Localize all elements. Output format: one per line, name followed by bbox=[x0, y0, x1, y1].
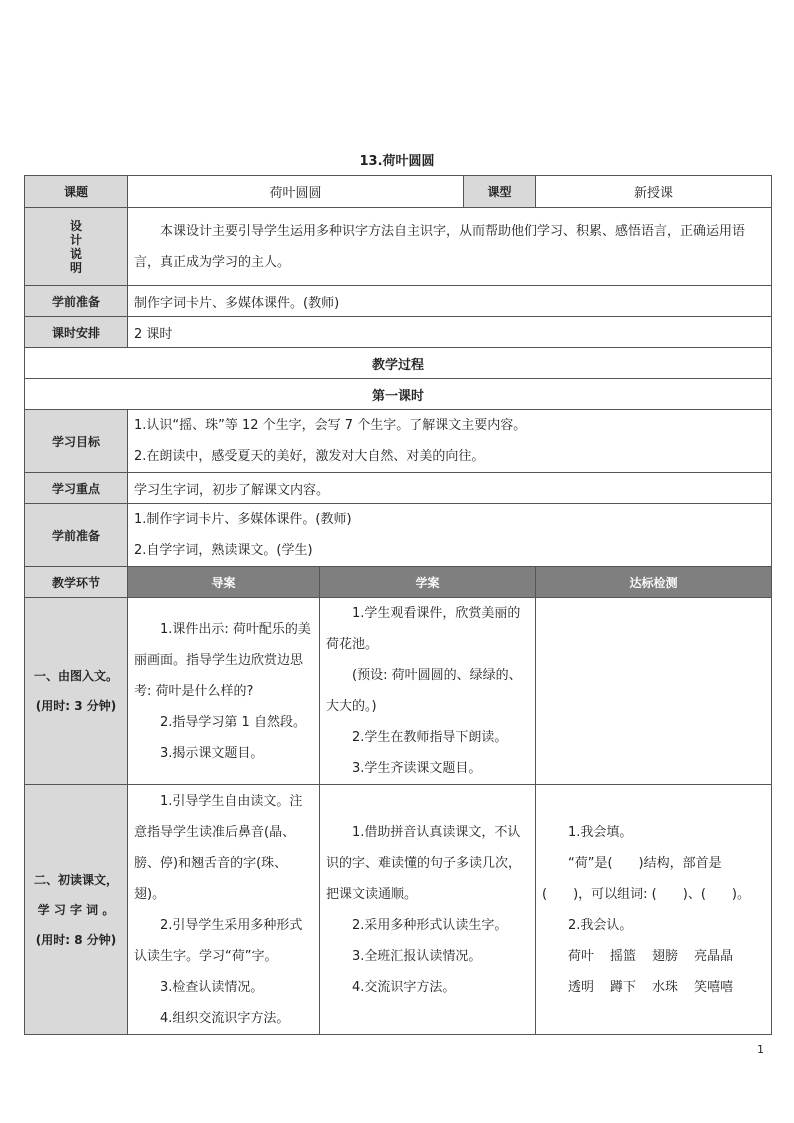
word: 笑嘻嘻 bbox=[694, 979, 734, 995]
word: 水珠 bbox=[652, 979, 679, 995]
word: 摇篮 bbox=[610, 948, 637, 964]
design-label-char: 计 bbox=[69, 232, 82, 247]
learn-item: 3.全班汇报认读情况。 bbox=[352, 948, 482, 964]
guide-item: 3.揭示课文题目。 bbox=[160, 745, 264, 761]
focus-row bbox=[25, 473, 772, 504]
word-row bbox=[542, 941, 765, 972]
step1-name: 一、由图入文。 bbox=[33, 669, 118, 683]
word-row bbox=[542, 972, 765, 1003]
period-heading-row bbox=[25, 379, 772, 410]
step1-time: (用时: 3 分钟) bbox=[35, 699, 117, 713]
col-guide-header: 导案 bbox=[128, 567, 320, 598]
prep2-item: 1.制作字词卡片、多媒体课件。(教师) bbox=[134, 512, 352, 527]
step2-row bbox=[25, 785, 772, 1035]
prep-label: 学前准备 bbox=[25, 286, 128, 317]
design-label-char: 明 bbox=[69, 260, 82, 275]
step2-cell bbox=[25, 785, 128, 1035]
guide-item: 1.引导学生自由读文。注意指导学生读准后鼻音(晶、膀、停)和翘舌音的字(珠、翅)。 bbox=[134, 793, 303, 902]
design-text: 本课设计主要引导学生运用多种识字方法自主识字，从而帮助他们学习、积累、感悟语言，正确运用语言，真正成为学习的主人。 bbox=[134, 223, 746, 270]
design-label bbox=[25, 208, 128, 286]
learn-item: 2.采用多种形式认读生字。 bbox=[352, 917, 508, 933]
column-header-row bbox=[25, 567, 772, 598]
step1-check bbox=[536, 598, 772, 785]
lesson-plan-table bbox=[24, 175, 772, 1035]
step1-cell bbox=[25, 598, 128, 785]
learn-item: (预设: 荷叶圆圆的、绿绿的、大大的。) bbox=[326, 668, 522, 714]
process-heading-row bbox=[25, 348, 772, 379]
word: 蹲下 bbox=[610, 979, 637, 995]
word: 亮晶晶 bbox=[694, 948, 734, 964]
design-row bbox=[25, 208, 772, 286]
step2-guide bbox=[128, 785, 320, 1035]
step2-time: (用时: 8 分钟) bbox=[35, 932, 117, 947]
step1-learn bbox=[320, 598, 536, 785]
word: 透明 bbox=[568, 979, 595, 995]
design-label-char: 说 bbox=[69, 246, 82, 261]
schedule-text: 2 课时 bbox=[128, 317, 772, 348]
document-title: 13.荷叶圆圆 bbox=[359, 154, 435, 169]
word: 荷叶 bbox=[568, 948, 595, 964]
step2-name: 二、初读课文，学 习 字 词 。 bbox=[33, 872, 118, 917]
period-heading: 第一课时 bbox=[25, 379, 772, 410]
learn-item: 4.交流识字方法。 bbox=[352, 979, 456, 995]
type-value: 新授课 bbox=[536, 176, 772, 208]
step1-row bbox=[25, 598, 772, 785]
word: 翅膀 bbox=[652, 948, 679, 964]
learn-item: 1.学生观看课件，欣赏美丽的荷花池。 bbox=[326, 606, 521, 652]
step2-check bbox=[536, 785, 772, 1035]
prep-row bbox=[25, 286, 772, 317]
goals-row bbox=[25, 410, 772, 473]
col-step-header: 教学环节 bbox=[25, 567, 128, 598]
process-heading: 教学过程 bbox=[25, 348, 772, 379]
guide-item: 2.指导学习第 1 自然段。 bbox=[160, 714, 306, 730]
focus-text: 学习生字词，初步了解课文内容。 bbox=[128, 473, 772, 504]
topic-row bbox=[25, 176, 772, 208]
topic-label: 课题 bbox=[25, 176, 128, 208]
goal-item: 1.认识“摇、珠”等 12 个生字，会写 7 个生字。了解课文主要内容。 bbox=[134, 418, 527, 433]
guide-item: 4.组织交流识字方法。 bbox=[160, 1010, 290, 1026]
page-number: 1 bbox=[757, 1043, 764, 1056]
prep2-label: 学前准备 bbox=[25, 504, 128, 567]
focus-label: 学习重点 bbox=[25, 473, 128, 504]
prep2-item: 2.自学字词，熟读课文。(学生) bbox=[134, 543, 313, 558]
step1-guide bbox=[128, 598, 320, 785]
guide-item: 1.课件出示: 荷叶配乐的美丽画面。指导学生边欣赏边思考: 荷叶是什么样的? bbox=[134, 621, 311, 699]
goals-label: 学习目标 bbox=[25, 410, 128, 473]
type-label: 课型 bbox=[464, 176, 536, 208]
guide-item: 3.检查认读情况。 bbox=[160, 979, 264, 995]
learn-item: 2.学生在教师指导下朗读。 bbox=[352, 730, 508, 745]
schedule-row bbox=[25, 317, 772, 348]
design-label-char: 设 bbox=[69, 218, 82, 233]
prep2-row bbox=[25, 504, 772, 567]
learn-item: 1.借助拼音认真读课文，不认识的字、难读懂的句子多读几次，把课文读通顺。 bbox=[326, 824, 522, 902]
learn-item: 3.学生齐读课文题目。 bbox=[352, 761, 482, 776]
check-title: 1.我会填。 bbox=[568, 824, 633, 840]
guide-item: 2.引导学生采用多种形式认读生字。学习“荷”字。 bbox=[134, 917, 303, 964]
prep-text: 制作字词卡片、多媒体课件。(教师) bbox=[128, 286, 772, 317]
check-title: 2.我会认。 bbox=[568, 917, 633, 933]
topic-value: 荷叶圆圆 bbox=[128, 176, 464, 208]
step2-learn bbox=[320, 785, 536, 1035]
check-fill: “荷”是( )结构，部首是( )，可以组词: ( )、( )。 bbox=[542, 855, 750, 902]
goal-item: 2.在朗读中，感受夏天的美好，激发对大自然、对美的向往。 bbox=[134, 449, 485, 464]
col-learn-header: 学案 bbox=[320, 567, 536, 598]
col-check-header: 达标检测 bbox=[536, 567, 772, 598]
schedule-label: 课时安排 bbox=[25, 317, 128, 348]
